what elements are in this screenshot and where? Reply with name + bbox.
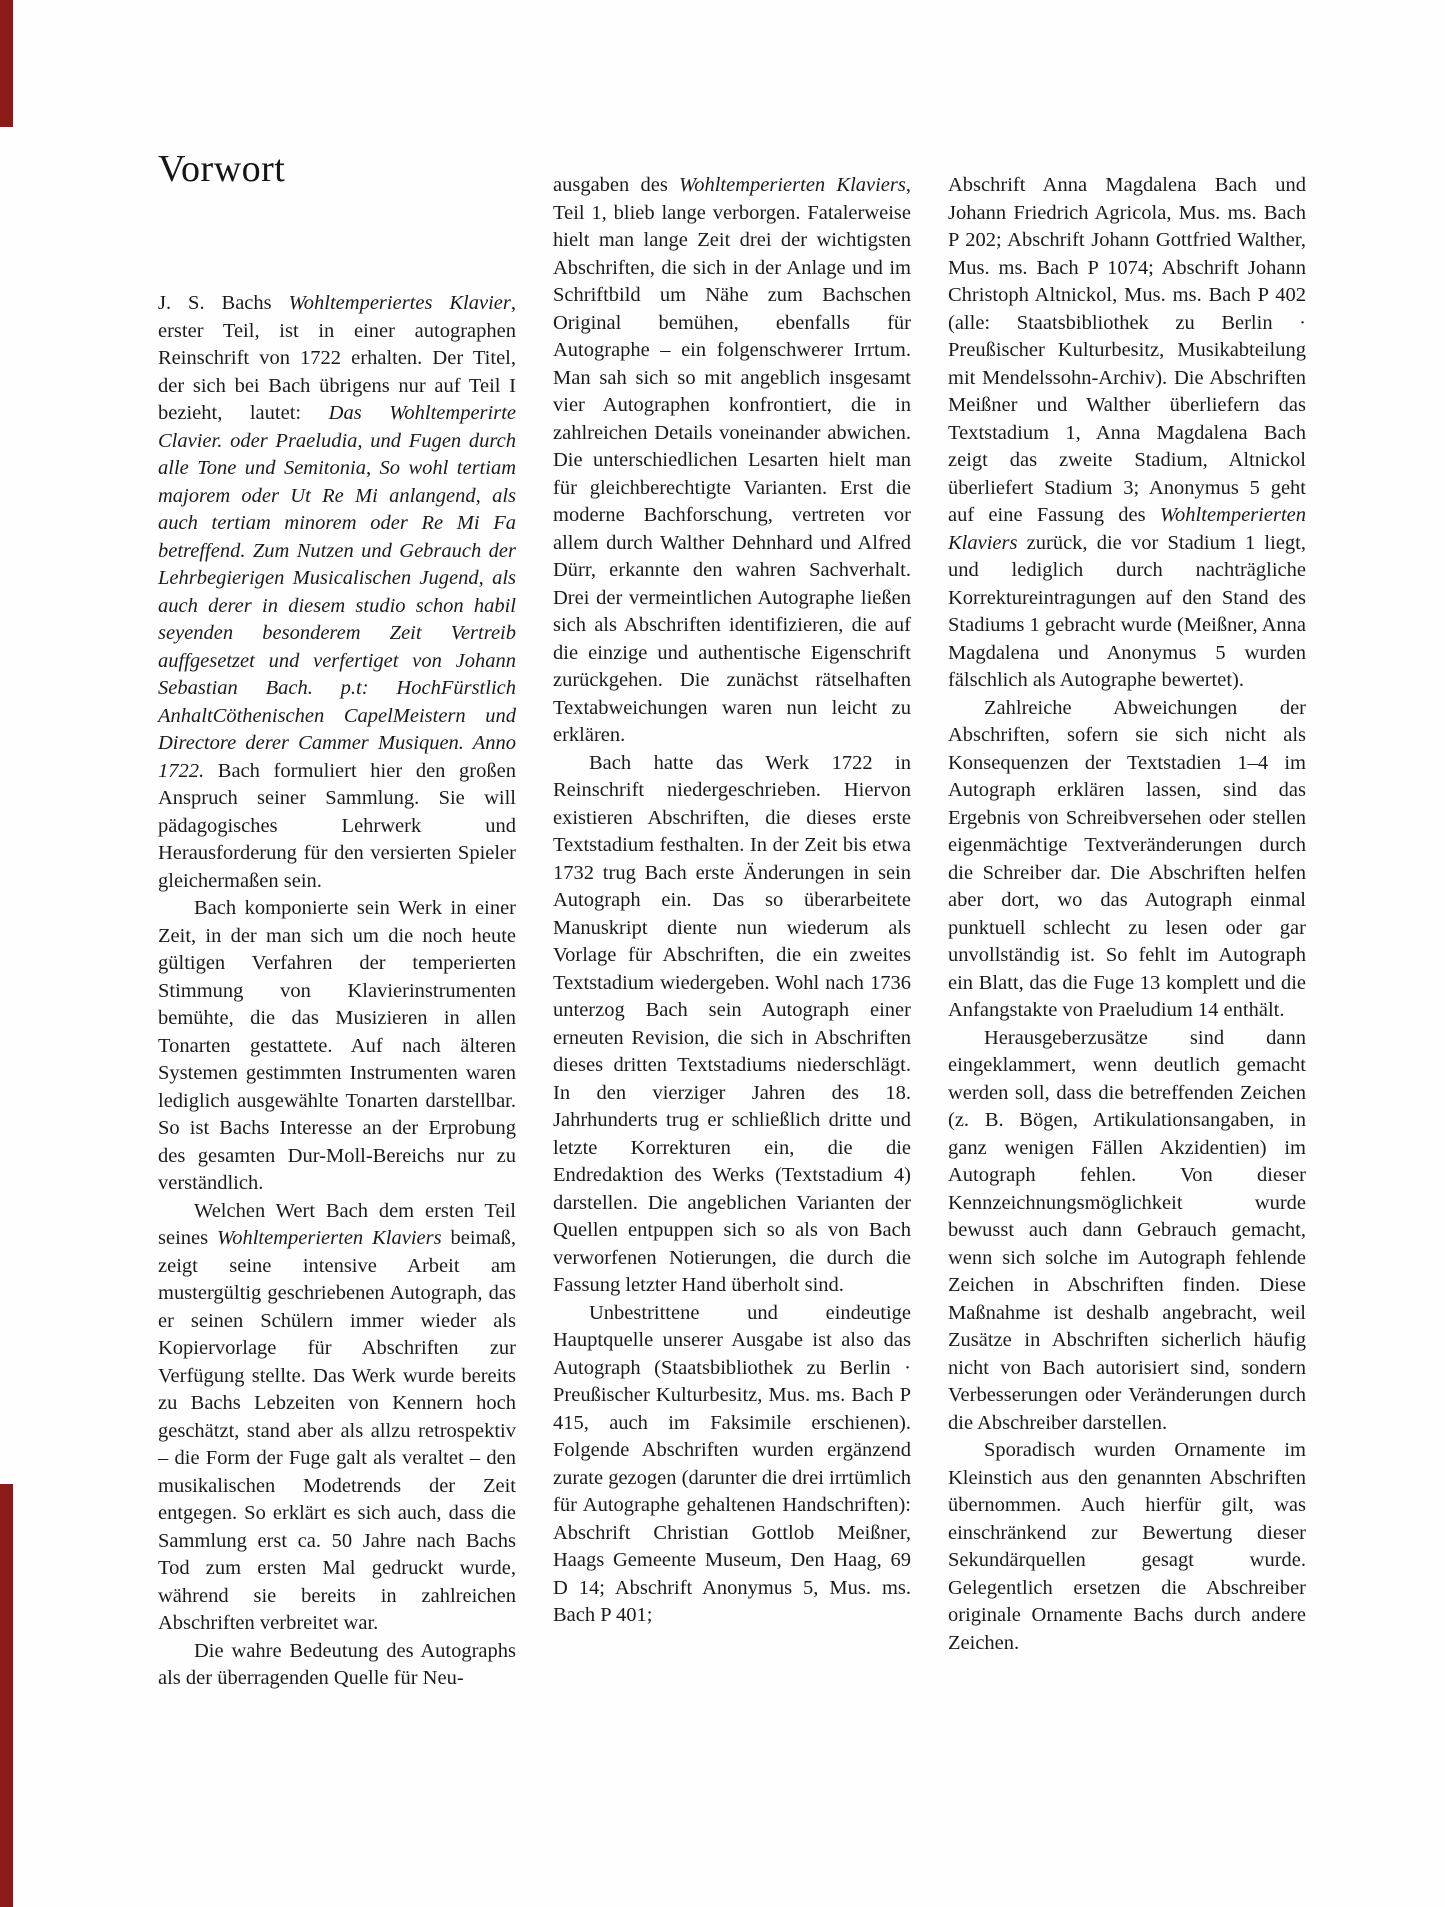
italic-text-segment: Wohltemperierten Klaviers	[217, 1227, 442, 1249]
paragraph	[553, 1300, 911, 1630]
text-segment: Herausgeberzusätze sind dann eingeklammert, wenn deutlich gemacht werden soll, dass die betreffenden Zeichen (z. B. Bögen, Artikulationsangaben, in ganz wenigen Fällen Akzidentien) im Autograph fehlen. Von dieser Kennzeichnungsmöglichkeit wurde bewusst auch dann Gebrauch gemacht, wenn sich solche im Autograph fehlende Zeichen in Abschriften finden. Diese Maßnahme ist deshalb angebracht, weil Zusätze in Abschriften sicherlich häufig nicht von Bach autorisiert sind, sondern Verbesserungen oder Veränderungen durch die Abschreiber darstellen.	[948, 1026, 1306, 1434]
italic-text-segment: Das Wohltemperirte Clavier. oder Praeludia, und Fugen durch alle Tone und Semitonia, So wohl tertiam majorem oder Ut Re Mi anlangend, als auch tertiam minorem oder Re Mi Fa betreffend. Zum Nutzen und Gebrauch der Lehrbegierigen Musicalischen Jugend, als auch derer in diesem studio schon habil seyenden besonderem Zeit Vertreib auffgesetzet und verfertiget von Johann Sebastian Bach. p.t: HochFürstlich AnhaltCöthenischen CapelMeistern und Directore derer Cammer Musiquen. Anno 1722.	[158, 402, 516, 782]
text-column-1	[158, 290, 516, 1693]
text-segment: Unbestrittene und eindeutige Hauptquelle unserer Ausgabe ist also das Autograph (Staatsbibliothek zu Berlin · Preußischer Kulturbesitz, Mus. ms. Bach P 415, auch im Faksimile erschienen). Folgende Abschriften wurden ergänzend zurate gezogen (darunter die drei irrtümlich für Autographe gehaltenen Handschriften): Abschrift Christian Gottlob Meißner, Haags Gemeente Museum, Den Haag, 69 D 14; Abschrift Anonymus 5, Mus. ms. Bach P 401;	[553, 1301, 912, 1626]
book-cover-edge-bottom	[0, 1484, 13, 1907]
text-segment: Sporadisch wurden Ornamente im Kleinstich aus den genannten Abschriften übernommen. Auch hierfür gilt, was einschränkend zur Bewertung dieser Sekundärquellen gesagt wurde. Gelegentlich ersetzen die Abschreiber originale Ornamente Bachs durch andere Zeichen.	[948, 1439, 1306, 1654]
paragraph	[553, 750, 911, 1300]
text-segment: beimaß, zeigt seine intensive Arbeit am mustergültig geschriebenen Autograph, das er seinen Schülern immer wieder als Kopiervorlage für Abschriften zur Verfügung stellte. Das Werk wurde bereits zu Bachs Lebzeiten von Kennern hoch geschätzt, stand aber als allzu retrospektiv – die Form der Fuge galt als veraltet – den musikalischen Modetrends der Zeit entgegen. So erklärt es sich auch, dass die Sammlung erst ca. 50 Jahre nach Bachs Tod zum ersten Mal gedruckt wurde, während sie bereits in zahlreichen Abschriften verbreitet war.	[158, 1227, 516, 1634]
text-column-2	[553, 172, 911, 1630]
text-segment: Bach komponierte sein Werk in einer Zeit, in der man sich um die noch heute gültigen Verfahren der temperierten Stimmung von Klavierinstrumenten bemühte, die das Musizieren in allen Tonarten gestattete. Auf nach älteren Systemen gestimmten Instrumenten waren lediglich ausgewählte Tonarten darstellbar. So ist Bachs Interesse an der Erprobung des gesamten Dur-Moll-Bereichs nur zu verständlich.	[158, 897, 516, 1194]
text-segment: Zahlreiche Abweichungen der Abschriften, sofern sie sich nicht als Konsequenzen der Textstadien 1–4 im Autograph erklären lassen, sind das Ergebnis von Schreibversehen oder stellen eigenmächtige Textveränderungen durch die Schreiber dar. Die Abschriften helfen aber dort, wo das Autograph einmal punktuell schlecht zu lesen oder gar unvollständig ist. So fehlt im Autograph ein Blatt, das die Fuge 13 komplett und die Anfangstakte von Praeludium 14 enthält.	[948, 696, 1306, 1021]
text-segment: Welchen Wert Bach dem ersten Teil seines	[158, 1199, 516, 1249]
text-segment: ausgaben des	[553, 174, 680, 196]
text-segment: J. S. Bachs	[158, 292, 289, 314]
page-title: Vorwort	[158, 148, 286, 190]
paragraph	[948, 172, 1306, 695]
text-segment: , Teil 1, blieb lange verborgen. Fatalerweise hielt man lange Zeit drei der wichtigsten Abschriften, die sich in der Anlage und im Schriftbild um Nähe zum Bachschen Original bemühen, ebenfalls für Autographe – ein folgenschwerer Irrtum. Man sah sich so mit angeblich insgesamt vier Autographen konfrontiert, die in zahlreichen Details voneinander abwichen. Die unterschiedlichen Lesarten hielt man für gleichberechtigte Varianten. Erst die moderne Bachforschung, vertreten vor allem durch Walther Dehnhard und Alfred Dürr, erkannte den wahren Sachverhalt. Drei der vermeintlichen Autographe ließen sich als Abschriften identifizieren, die auf die einzige und authentische Eigenschrift zurückgehen. Die zunächst rätselhaften Textabweichungen waren nun leicht zu erklären.	[553, 174, 911, 746]
paragraph	[948, 1025, 1306, 1438]
paragraph	[158, 895, 516, 1198]
paragraph	[948, 695, 1306, 1025]
text-segment: Bach hatte das Werk 1722 in Reinschrift niedergeschrieben. Hiervon existieren Abschriften, die dieses erste Textstadium festhalten. In der Zeit bis etwa 1732 trug Bach erste Änderungen in sein Autograph ein. Das so überarbeitete Manuskript diente nun wiederum als Vorlage für Abschriften, die ein zweites Textstadium wiedergeben. Wohl nach 1736 unterzog Bach sein Autograph einer erneuten Revision, die sich in Abschriften dieses dritten Textstadiums niederschlägt. In den vierziger Jahren des 18. Jahrhunderts trug er schließlich dritte und letzte Korrekturen ein, die die Endredaktion des Werks (Textstadium 4) darstellen. Die angeblichen Varianten der Quellen entpuppen sich so als von Bach verworfenen Notierungen, die durch die Fassung letzter Hand überholt sind.	[553, 751, 911, 1296]
italic-text-segment: Wohltemperierten Klaviers	[679, 174, 906, 196]
text-segment: Abschrift Anna Magdalena Bach und Johann Friedrich Agricola, Mus. ms. Bach P 202; Abschrift Johann Gottfried Walther, Mus. ms. Bach P 1074; Abschrift Johann Christoph Altnickol, Mus. ms. Bach P 402 (alle: Staatsbibliothek zu Berlin · Preußischer Kulturbesitz, Musikabteilung mit Mendelssohn-Archiv). Die Abschriften Meißner und Walther überliefern das Textstadium 1, Anna Magdalena Bach zeigt das zweite Stadium, Altnickol überliefert Stadium 3; Anonymus 5 geht auf eine Fassung des	[948, 174, 1306, 526]
text-segment: Bach formuliert hier den großen Anspruch seiner Sammlung. Sie will pädagogisches Lehrwerk und Herausforderung für den versierten Spieler gleichermaßen sein.	[158, 759, 516, 892]
text-column-3	[948, 172, 1306, 1657]
italic-text-segment: Wohltemperiertes Klavier	[288, 292, 511, 314]
book-cover-edge-top	[0, 0, 13, 127]
paragraph	[948, 1437, 1306, 1657]
paragraph	[158, 1198, 516, 1638]
text-segment: Die wahre Bedeutung des Autographs als der überragenden Quelle für Neu-	[158, 1639, 516, 1689]
paragraph	[553, 172, 911, 750]
italic-text-segment: Wohltemperierten Klaviers	[948, 504, 1306, 554]
text-segment: zurück, die vor Stadium 1 liegt, und lediglich durch nachträgliche Korrektureintragungen auf den Stand des Stadiums 1 gebracht wurde (Meißner, Anna Magdalena und Anonymus 5 wurden fälschlich als Autographe bewertet).	[948, 531, 1306, 691]
text-segment: , erster Teil, ist in einer autographen Reinschrift von 1722 erhalten. Der Titel, der sich bei Bach übrigens nur auf Teil I bezieht, lautet:	[158, 292, 516, 424]
paragraph	[158, 290, 516, 895]
paragraph	[158, 1638, 516, 1693]
